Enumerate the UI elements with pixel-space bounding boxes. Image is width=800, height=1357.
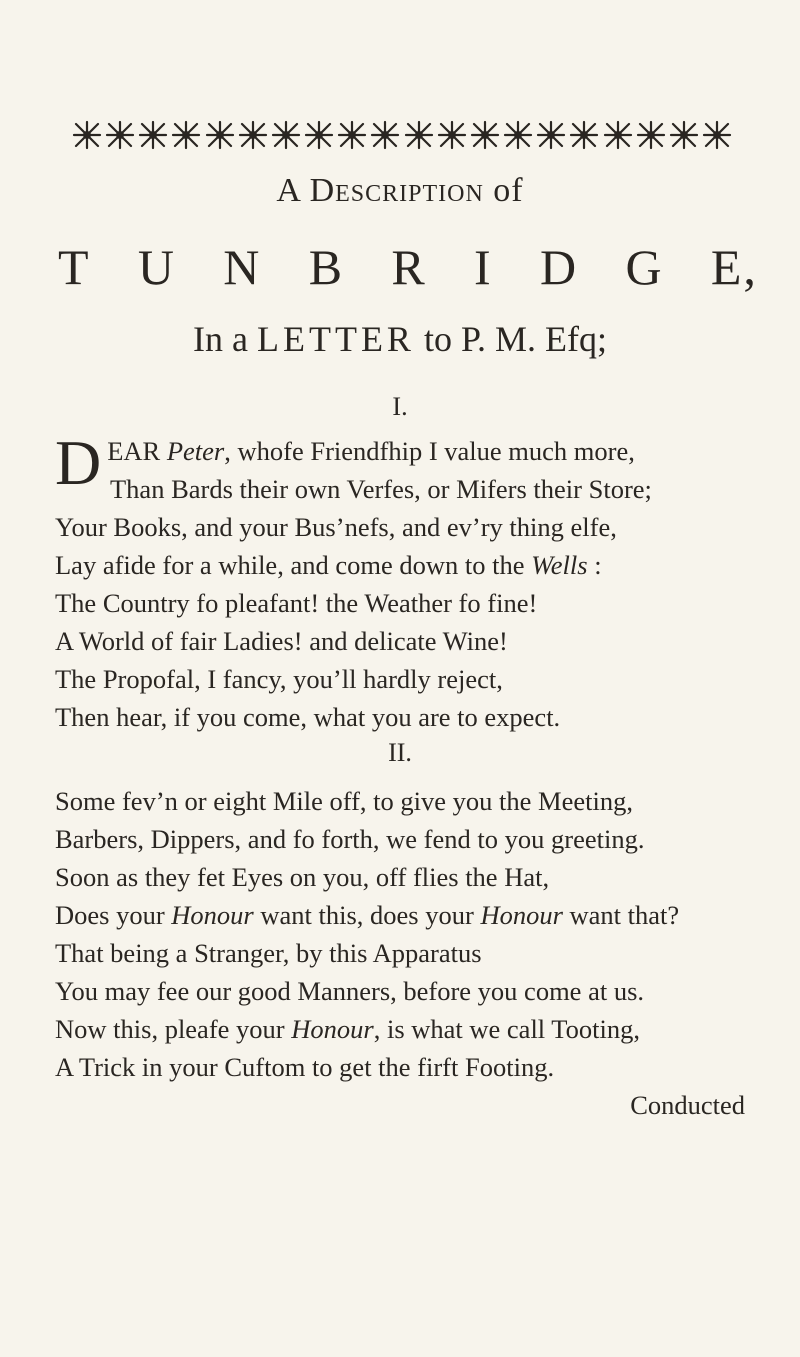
verse-text: You may fee our good Manners, before you come at us. [55,976,645,1006]
catchword-row [55,1086,745,1124]
verse-text: Barbers, Dippers, and fo forth, we fend to you greeting. [55,824,645,854]
header-description: Description [309,172,484,209]
italic-word: Honour [171,900,254,930]
verse-text: want that? [562,900,680,930]
verse-line [55,820,745,858]
verse-text: That being a Stranger, by this Apparatus [55,938,482,968]
ornament-star-icon [603,120,633,150]
verse-text: A Trick in your Cuftom to get the firft Footing. [55,1052,555,1082]
ornament-star-icon [470,120,500,150]
title-letter: U [137,239,176,295]
ornament-star-icon [105,120,135,150]
verse-line [55,972,745,1010]
verse-text: Soon as they fet Eyes on you, off flies the Hat, [55,862,550,892]
title-letter: I [474,239,493,295]
verse-line [55,584,745,622]
stanza-1 [55,427,745,736]
ornament-star-icon [171,120,201,150]
verse-line [55,934,745,972]
stanza-numeral-1: I. [392,392,408,421]
verse-line [55,858,745,896]
ornament-star-icon [669,120,699,150]
verse-text: , whofe Friendfhip I value much more, [224,436,635,466]
italic-word: Peter [166,436,225,466]
ornament-star-icon [370,120,400,150]
ornament-star-icon [569,120,599,150]
ornamental-border [72,118,732,152]
verse-line [55,470,745,508]
subtitle-to: to P. M. Efq; [423,319,607,359]
italic-word: Wells [531,550,588,580]
verse-text: Lay afide for a while, and come down to the [55,550,532,580]
header-a: A [276,172,301,209]
catchword: Conducted [630,1090,745,1120]
drop-cap: D [55,427,102,498]
ornament-star-icon [536,120,566,150]
verse-line [55,896,745,934]
verse-text: A World of fair Ladies! and delicate Wine! [55,626,508,656]
ornament-star-icon [437,120,467,150]
ornament-star-icon [503,120,533,150]
verse-line [55,508,745,546]
ornament-star-icon [636,120,666,150]
ornament-star-icon [304,120,334,150]
verse-text: , is what we call Tooting, [373,1014,640,1044]
title-letter: N [223,239,262,295]
title-letter: E, [710,239,758,295]
verse-text: Does your [55,900,172,930]
title-letter: T [58,239,91,295]
ornament-star-icon [337,120,367,150]
ornament-star-icon [72,120,102,150]
ornament-star-icon [238,120,268,150]
title-letter: G [625,239,664,295]
verse-text: The Country fo pleafant! the Weather fo fine! [55,588,538,618]
title-letter: R [391,239,427,295]
subtitle [0,318,800,360]
verse-text: Now this, pleafe your [55,1014,292,1044]
verse-text: : [587,550,602,580]
verse-line [55,622,745,660]
subtitle-letter: LETTER [256,319,415,359]
title-letter: B [308,239,345,295]
header-line [0,172,800,210]
verse-text: Then hear, if you come, what you are to expect. [55,702,561,732]
verse-line [55,782,745,820]
verse-line [55,1010,745,1048]
ornament-star-icon [271,120,301,150]
italic-word: Honour [480,900,563,930]
ornament-star-icon [702,120,732,150]
verse-line [55,698,745,736]
verse-line [55,546,745,584]
stanza-2 [55,782,745,1086]
verse-line [55,1048,745,1086]
ornament-star-icon [205,120,235,150]
verse-text: Your Books, and your Bus’nefs, and ev’ry thing elfe, [55,512,617,542]
ornament-star-icon [138,120,168,150]
verse-text: want this, does your [253,900,481,930]
verse-text: Than Bards their own Verfes, or Mifers their Store; [110,474,652,504]
ornament-star-icon [404,120,434,150]
verse-text: EAR [107,436,167,466]
stanza-numeral-2: II. [388,738,412,767]
page-title [58,238,758,296]
header-of: of [493,172,524,209]
title-letter: D [540,239,579,295]
verse-text: Some fev’n or eight Mile off, to give you the Meeting, [55,786,633,816]
verse-line [55,660,745,698]
italic-word: Honour [291,1014,374,1044]
subtitle-in-a: In a [193,319,248,359]
verse-text: The Propofal, I fancy, you’ll hardly reject, [55,664,503,694]
